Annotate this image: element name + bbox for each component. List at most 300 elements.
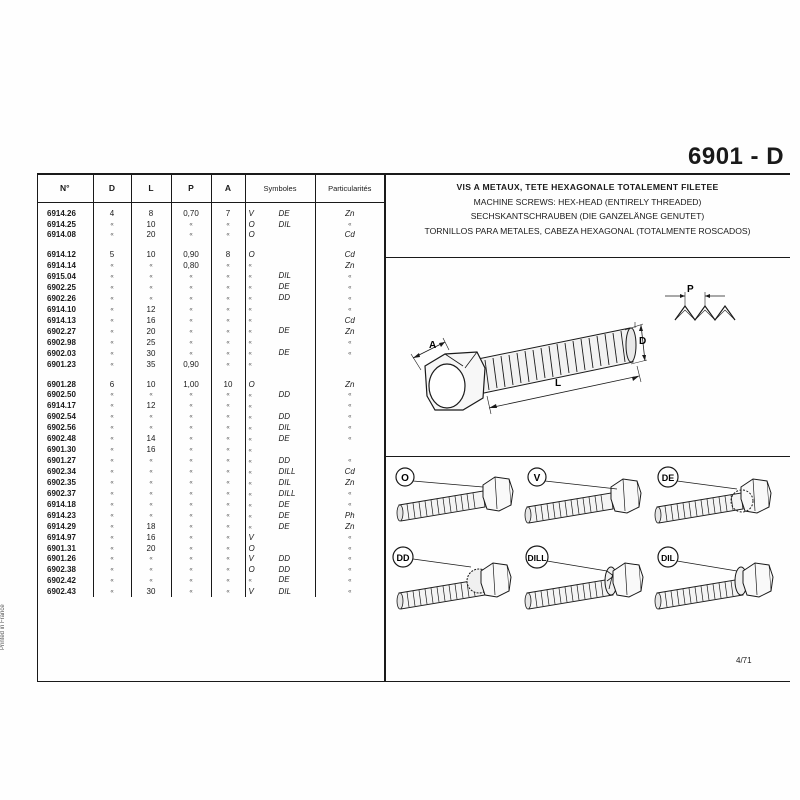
symbol-primary: O (248, 565, 255, 575)
cell-d: « (93, 282, 131, 293)
cell-symbols (245, 500, 315, 511)
cell-no: 6902.03 (37, 348, 93, 359)
cell-a: « (211, 544, 245, 555)
cell-symbols (245, 304, 315, 315)
cell-symbols (245, 423, 315, 434)
table-spacer-cell (37, 370, 93, 379)
cell-p: « (171, 522, 211, 533)
cell-no: 6914.18 (37, 500, 93, 511)
cell-symbols (245, 260, 315, 271)
cell-no: 6902.38 (37, 565, 93, 576)
cell-l: « (131, 575, 171, 586)
cell-l: « (131, 511, 171, 522)
cell-d: « (93, 434, 131, 445)
cell-particularities: Cd (344, 250, 355, 260)
cell-p: « (171, 489, 211, 500)
cell-d: « (93, 260, 131, 271)
cell-particularities: Zn (345, 209, 355, 219)
cell-l: « (131, 565, 171, 576)
table-row (37, 271, 384, 282)
cell-no: 6901.31 (37, 544, 93, 555)
cell-symbols (245, 533, 315, 544)
symbol-primary: « (248, 362, 252, 369)
table-row (37, 315, 384, 326)
printed-in-label: Printed in France (0, 604, 6, 650)
cell-l: 25 (131, 337, 171, 348)
cell-d: « (93, 554, 131, 565)
cell-symbols (245, 434, 315, 445)
cell-d: « (93, 315, 131, 326)
title-block (385, 180, 790, 238)
table-row (37, 337, 384, 348)
cell-a: 8 (211, 250, 245, 261)
cell-l: « (131, 489, 171, 500)
cell-particularities: « (348, 491, 352, 498)
symbol-secondary: DD (278, 554, 291, 564)
cell-no: 6915.04 (37, 271, 93, 282)
variant-o (396, 468, 513, 521)
cell-d: « (93, 230, 131, 241)
cell-d: « (93, 401, 131, 412)
cell-symbols (245, 282, 315, 293)
cell-symbols (245, 209, 315, 220)
symbol-primary: « (248, 285, 252, 292)
title-english: MACHINE SCREWS: HEX-HEAD (ENTIRELY THREADED) (473, 196, 702, 207)
cell-d: « (93, 586, 131, 597)
cell-p: « (171, 390, 211, 401)
table-row (37, 456, 384, 467)
cell-symbols (245, 544, 315, 555)
cell-no: 6914.14 (37, 260, 93, 271)
symbol-primary: « (248, 513, 252, 520)
cell-l: « (131, 390, 171, 401)
table-row (37, 348, 384, 359)
symbol-primary: « (248, 469, 252, 476)
cell-particularities: Ph (344, 511, 355, 521)
label-l: L (555, 378, 562, 389)
cell-particularities: « (348, 350, 352, 357)
table-row (37, 586, 384, 597)
symbol-secondary: DE (278, 282, 290, 292)
cell-p: 0,90 (171, 250, 211, 261)
cell-no: 6902.26 (37, 293, 93, 304)
cell-no: 6914.12 (37, 250, 93, 261)
cell-d: « (93, 304, 131, 315)
cell-a: « (211, 533, 245, 544)
cell-particularities: « (348, 273, 352, 280)
cell-no: 6901.28 (37, 379, 93, 390)
cell-l: « (131, 271, 171, 282)
cell-p: « (171, 478, 211, 489)
page-number: 6901 - D (688, 143, 785, 170)
cell-a: « (211, 456, 245, 467)
symbol-secondary: DILL (278, 488, 296, 498)
cell-l: « (131, 478, 171, 489)
table-spacer-cell (131, 370, 171, 379)
cell-no: 6901.30 (37, 445, 93, 456)
table-row (37, 489, 384, 500)
symbol-secondary: DE (278, 433, 290, 443)
cell-l: 12 (131, 401, 171, 412)
cell-p: « (171, 467, 211, 478)
cell-particularities: « (348, 339, 352, 346)
table-row (37, 434, 384, 445)
table-row (37, 390, 384, 401)
symbol-primary: « (248, 436, 252, 443)
symbol-secondary: DE (278, 209, 290, 219)
title-spanish: TORNILLOS PARA METALES, CABEZA HEXAGONAL (TOTALMENTE ROSCADOS) (424, 225, 751, 236)
cell-p: « (171, 565, 211, 576)
variant-de-label: DE (661, 473, 675, 483)
symbol-primary: « (248, 329, 252, 336)
cell-particularities (315, 359, 384, 370)
table-row (37, 575, 384, 586)
cell-p: « (171, 575, 211, 586)
cell-p: « (171, 554, 211, 565)
symbol-primary: « (248, 480, 252, 487)
cell-no: 6902.27 (37, 326, 93, 337)
table-row (37, 379, 384, 390)
cell-a: « (211, 359, 245, 370)
cell-p: « (171, 586, 211, 597)
cell-symbols (245, 565, 315, 576)
cell-no: 6914.23 (37, 511, 93, 522)
cell-p: « (171, 282, 211, 293)
table-row (37, 478, 384, 489)
cell-p: « (171, 401, 211, 412)
cell-no: 6902.37 (37, 489, 93, 500)
cell-a: « (211, 401, 245, 412)
table-row (37, 209, 384, 220)
sheet-code: 4/71 (736, 656, 752, 665)
symbol-primary: V (248, 586, 254, 596)
table-body (37, 203, 384, 597)
cell-no: 6914.10 (37, 304, 93, 315)
table-spacer-cell (171, 370, 211, 379)
cell-symbols (245, 575, 315, 586)
variant-v-label: V (533, 473, 541, 484)
cell-d: « (93, 271, 131, 282)
cell-p: « (171, 544, 211, 555)
cell-d: « (93, 337, 131, 348)
cell-l: « (131, 456, 171, 467)
cell-symbols (245, 412, 315, 423)
cell-symbols (245, 489, 315, 500)
cell-l: 16 (131, 445, 171, 456)
cell-l: 8 (131, 209, 171, 220)
table-spacer-cell (37, 241, 93, 250)
variant-dill (525, 546, 643, 609)
symbol-primary: « (248, 296, 252, 303)
symbol-secondary: DD (278, 389, 291, 399)
cell-particularities: « (348, 403, 352, 410)
cell-symbols (245, 456, 315, 467)
cell-a: « (211, 554, 245, 565)
cell-d: « (93, 544, 131, 555)
table-spacer-cell (211, 241, 245, 250)
cell-particularities: « (348, 458, 352, 465)
cell-symbols (245, 467, 315, 478)
cell-d: « (93, 423, 131, 434)
cell-p: « (171, 326, 211, 337)
label-a: A (429, 340, 437, 351)
cell-a: « (211, 500, 245, 511)
cell-a: « (211, 522, 245, 533)
cell-particularities: « (348, 306, 352, 313)
cell-no: 6902.50 (37, 390, 93, 401)
symbol-primary: O (248, 543, 255, 553)
cell-a: « (211, 489, 245, 500)
cell-particularities: Zn (345, 326, 355, 336)
cell-p: « (171, 511, 211, 522)
cell-p: « (171, 533, 211, 544)
cell-d: 6 (93, 379, 131, 390)
symbol-primary: « (248, 351, 252, 358)
cell-p: « (171, 220, 211, 231)
table-spacer-cell (245, 370, 315, 379)
cell-symbols (245, 401, 315, 412)
cell-symbols (245, 554, 315, 565)
cell-symbols (245, 511, 315, 522)
symbol-primary: « (248, 524, 252, 531)
symbol-primary: « (248, 491, 252, 498)
cell-particularities: Cd (344, 467, 355, 477)
cell-no: 6914.13 (37, 315, 93, 326)
symbol-secondary: DIL (278, 586, 291, 596)
cell-particularities: Zn (345, 478, 355, 488)
table-spacer-cell (93, 370, 131, 379)
symbol-primary: O (248, 250, 255, 260)
symbol-secondary: DE (278, 575, 290, 585)
cell-particularities: « (348, 436, 352, 443)
cell-no: 6902.56 (37, 423, 93, 434)
cell-d: « (93, 478, 131, 489)
cell-particularities: « (348, 221, 352, 228)
cell-d: « (93, 489, 131, 500)
table-row (37, 304, 384, 315)
cell-l: 14 (131, 434, 171, 445)
cell-particularities: Zn (345, 522, 355, 532)
cell-no: 6902.34 (37, 467, 93, 478)
cell-p: « (171, 423, 211, 434)
cell-a: « (211, 230, 245, 241)
cell-no: 6902.35 (37, 478, 93, 489)
symbol-secondary: DD (278, 565, 291, 575)
symbol-primary: « (248, 447, 252, 454)
bottom-rule (37, 681, 790, 682)
symbol-secondary: DIL (278, 477, 291, 487)
cell-a: « (211, 304, 245, 315)
cell-no: 6902.25 (37, 282, 93, 293)
cell-p: « (171, 271, 211, 282)
cell-l: « (131, 412, 171, 423)
cell-particularities: « (348, 284, 352, 291)
cell-d: « (93, 359, 131, 370)
table-row (37, 467, 384, 478)
cell-l: 35 (131, 359, 171, 370)
cell-particularities: « (348, 535, 352, 542)
cell-d: « (93, 511, 131, 522)
table-spacer-cell (315, 370, 384, 379)
table-spacer-cell (93, 241, 131, 250)
symbol-secondary: DD (278, 455, 291, 465)
cell-l: 12 (131, 304, 171, 315)
cell-symbols (245, 271, 315, 282)
cell-a: 7 (211, 209, 245, 220)
table-row (37, 326, 384, 337)
cell-d: « (93, 326, 131, 337)
cell-d: 4 (93, 209, 131, 220)
cell-l: 20 (131, 326, 171, 337)
symbol-secondary: DE (278, 521, 290, 531)
symbol-primary: « (248, 340, 252, 347)
header-no: N° (37, 174, 93, 203)
symbol-primary: « (248, 263, 252, 270)
cell-a: « (211, 565, 245, 576)
cell-d: « (93, 500, 131, 511)
cell-l: « (131, 260, 171, 271)
cell-particularities: « (348, 414, 352, 421)
variant-dill-label: DILL (527, 553, 547, 563)
cell-p: « (171, 456, 211, 467)
cell-symbols (245, 293, 315, 304)
table-row (37, 522, 384, 533)
cell-d: 5 (93, 250, 131, 261)
symbol-primary: O (248, 379, 255, 389)
cell-no: 6914.25 (37, 220, 93, 231)
table-row (37, 220, 384, 231)
cell-a: « (211, 271, 245, 282)
cell-no: 6914.08 (37, 230, 93, 241)
table-row (37, 445, 384, 456)
cell-l: 30 (131, 586, 171, 597)
cell-p: « (171, 315, 211, 326)
cell-particularities: « (348, 567, 352, 574)
cell-symbols (245, 445, 315, 456)
cell-l: 16 (131, 533, 171, 544)
cell-p: 0,70 (171, 209, 211, 220)
symbol-primary: « (248, 318, 252, 325)
cell-particularities: « (348, 392, 352, 399)
cell-d: « (93, 390, 131, 401)
cell-p: « (171, 412, 211, 423)
cell-particularities: « (348, 295, 352, 302)
cell-a: « (211, 412, 245, 423)
thread-profile-icon (665, 292, 735, 320)
table-row (37, 565, 384, 576)
symbol-secondary: DIL (278, 219, 291, 229)
variant-illustrations (385, 457, 790, 637)
table-spacer (37, 370, 384, 379)
symbol-secondary: DE (278, 326, 290, 336)
cell-d: « (93, 445, 131, 456)
table-row (37, 282, 384, 293)
table-spacer-cell (315, 241, 384, 250)
symbol-secondary: DE (278, 348, 290, 358)
cell-no: 6902.43 (37, 586, 93, 597)
cell-l: « (131, 293, 171, 304)
cell-d: « (93, 565, 131, 576)
cell-d: « (93, 220, 131, 231)
cell-p: « (171, 348, 211, 359)
cell-particularities: Cd (344, 230, 355, 240)
cell-symbols (245, 359, 315, 370)
header-p: P (171, 174, 211, 203)
symbol-secondary: DE (278, 510, 290, 520)
cell-p: « (171, 304, 211, 315)
cell-particularities: Zn (345, 260, 355, 270)
label-d: D (639, 336, 647, 347)
header-d: D (93, 174, 131, 203)
variant-o-label: O (401, 473, 409, 484)
symbol-primary: « (248, 502, 252, 509)
cell-p: « (171, 230, 211, 241)
cell-p: 0,90 (171, 359, 211, 370)
cell-l: 10 (131, 220, 171, 231)
cell-d: « (93, 412, 131, 423)
table-row (37, 359, 384, 370)
symbol-secondary: DILL (278, 466, 296, 476)
variant-dil-label: DIL (661, 553, 675, 563)
catalog-table (37, 174, 384, 597)
cell-symbols (245, 348, 315, 359)
cell-symbols (245, 326, 315, 337)
cell-symbols (245, 478, 315, 489)
symbol-secondary: DD (278, 293, 291, 303)
cell-l: 30 (131, 348, 171, 359)
variant-dil (655, 547, 773, 609)
symbol-primary: « (248, 578, 252, 585)
symbol-primary: « (248, 425, 252, 432)
symbol-primary: « (248, 403, 252, 410)
cell-a: « (211, 478, 245, 489)
table-row (37, 533, 384, 544)
cell-a: « (211, 511, 245, 522)
table-row (37, 554, 384, 565)
cell-no: 6902.48 (37, 434, 93, 445)
cell-a: « (211, 315, 245, 326)
cell-l: 10 (131, 250, 171, 261)
cell-symbols (245, 379, 315, 390)
cell-symbols (245, 522, 315, 533)
cell-l: 20 (131, 230, 171, 241)
cell-no: 6914.17 (37, 401, 93, 412)
cell-d: « (93, 575, 131, 586)
table-row (37, 401, 384, 412)
table-row (37, 544, 384, 555)
cell-d: « (93, 456, 131, 467)
cell-a: « (211, 575, 245, 586)
cell-particularities: Zn (345, 379, 355, 389)
screw-dimension-diagram (385, 258, 790, 456)
cell-l: 18 (131, 522, 171, 533)
cell-a: « (211, 260, 245, 271)
symbol-secondary: DIL (278, 271, 291, 281)
cell-no: 6914.26 (37, 209, 93, 220)
cell-d: « (93, 467, 131, 478)
table-row (37, 260, 384, 271)
cell-l: « (131, 554, 171, 565)
label-p: P (687, 284, 694, 295)
screw-icon (425, 328, 636, 410)
cell-symbols (245, 337, 315, 348)
symbol-primary: O (248, 219, 255, 229)
table-row (37, 230, 384, 241)
symbol-primary: « (248, 274, 252, 281)
cell-no: 6902.54 (37, 412, 93, 423)
cell-a: « (211, 282, 245, 293)
cell-l: 10 (131, 379, 171, 390)
